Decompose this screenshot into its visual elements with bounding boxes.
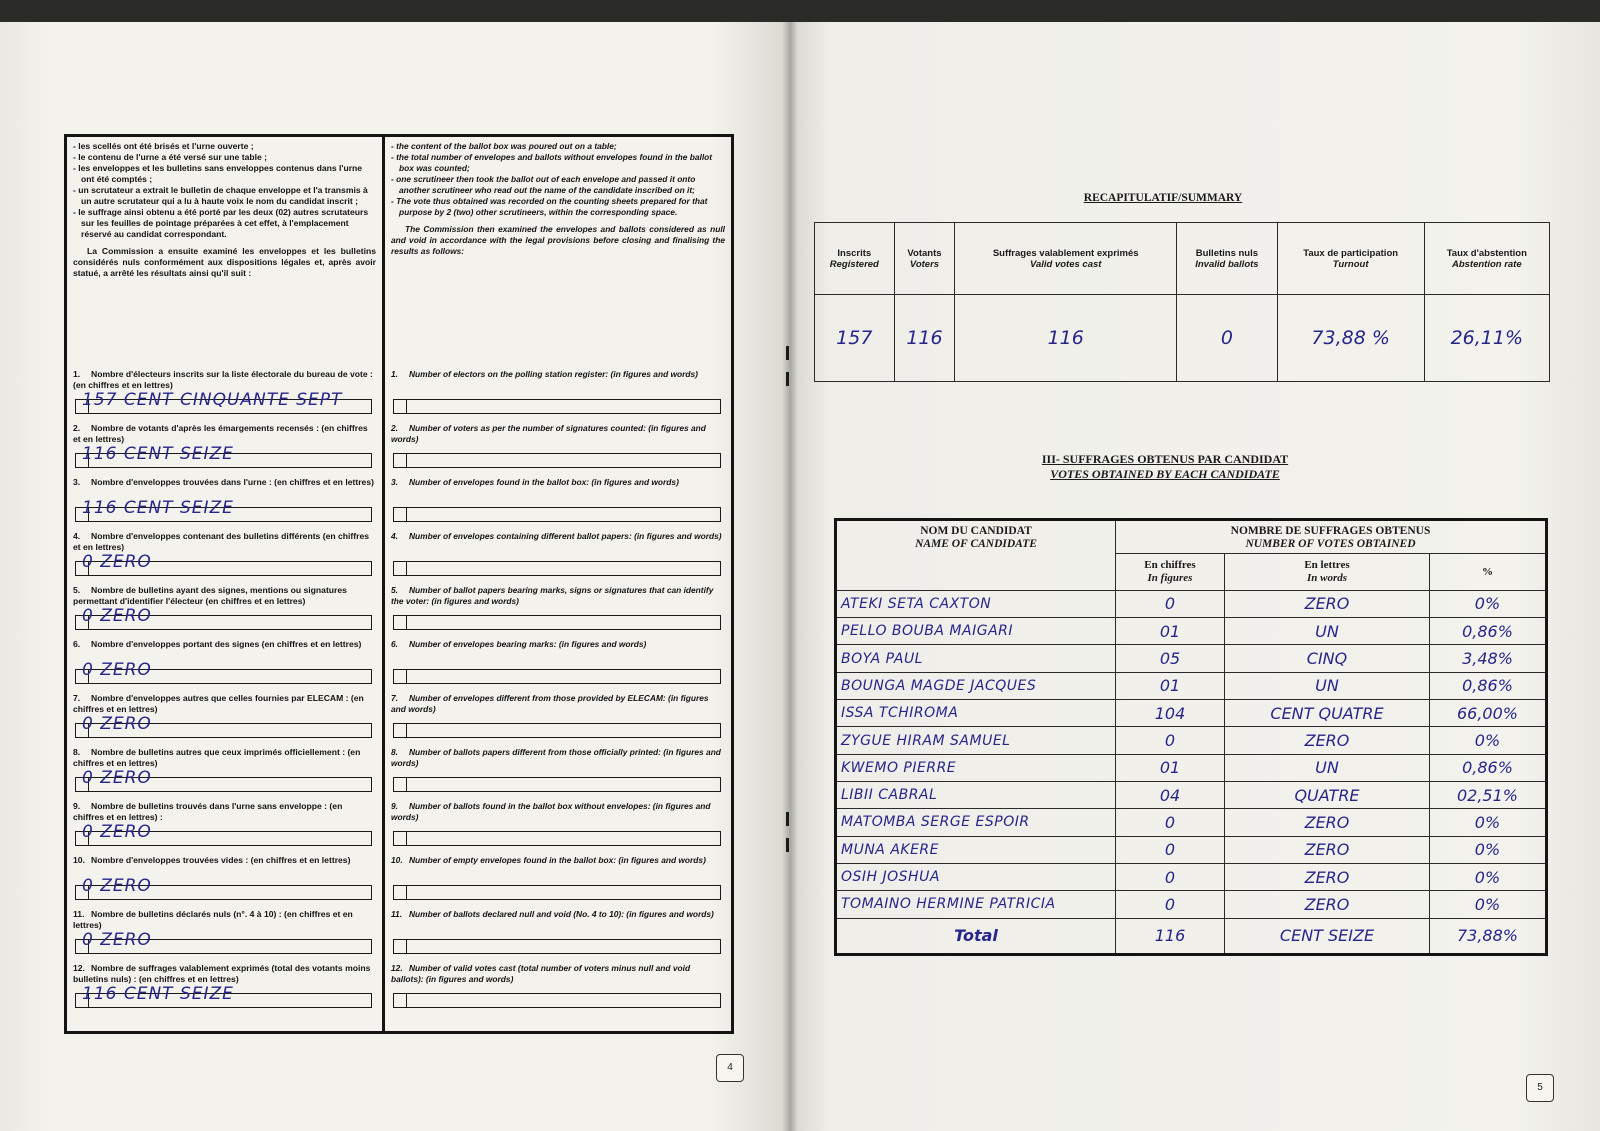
intro-bullet: - the total number of envelopes and ballots without envelopes found in the ballot box was counted; — [391, 152, 713, 173]
header-en: Voters — [909, 258, 940, 270]
header-fr: Bulletins nuls — [1195, 247, 1259, 259]
candidate-words: UN — [1225, 754, 1430, 781]
handwritten-answer: 116 CENT SEIZE — [82, 444, 234, 464]
candidate-figures: 0 — [1116, 809, 1225, 836]
summary-title: RECAPITULATIF/SUMMARY — [1083, 192, 1243, 204]
binding-mark — [786, 346, 789, 360]
handwritten-answer: 0 ZERO — [82, 606, 152, 626]
question-number: 6. — [391, 639, 398, 649]
question-text: Number of envelopes containing different ballot papers: (in figures and words) — [409, 531, 722, 541]
intro-bullet: - le suffrage ainsi obtenu a été porté par les deux (02) autres scrutateurs sur les feuilles de pointage préparées à cet effet, à l'emplacement réservé au candidat correspondant. — [73, 207, 369, 239]
question-text: Number of envelopes found in the ballot box: (in figures and words) — [409, 477, 679, 487]
question-number: 6. — [73, 639, 81, 649]
summary-header-turnout — [1277, 223, 1424, 295]
question-6-fr — [73, 639, 374, 650]
candidate-percent: 0% — [1430, 590, 1547, 617]
question-5-en — [391, 585, 723, 607]
candidate-row — [836, 672, 1547, 699]
candidate-row — [836, 809, 1547, 836]
candidate-percent: 0,86% — [1430, 672, 1547, 699]
candidate-words: QUATRE — [1225, 782, 1430, 809]
question-number: 2. — [391, 423, 398, 433]
header-en: In figures — [1147, 572, 1193, 585]
candidate-figures: 0 — [1116, 727, 1225, 754]
answer-box-divider — [406, 670, 407, 683]
candidate-words: ZERO — [1225, 727, 1430, 754]
candidate-row — [836, 645, 1547, 672]
total-figures: 116 — [1116, 918, 1225, 954]
candidate-row — [836, 836, 1547, 863]
header-fr: NOM DU CANDIDAT — [920, 525, 1032, 537]
summary-header-voters — [894, 223, 955, 295]
binding-mark — [786, 838, 789, 852]
candidate-name: OSIH JOSHUA — [836, 863, 1116, 890]
question-8-en — [391, 747, 723, 769]
handwritten-answer: 0 ZERO — [82, 714, 152, 734]
answer-box-divider — [406, 778, 407, 791]
candidate-percent: 0,86% — [1430, 618, 1547, 645]
votes-table — [834, 518, 1548, 956]
candidate-figures: 104 — [1116, 700, 1225, 727]
question-number: 8. — [73, 747, 81, 757]
candidate-name: KWEMO PIERRE — [836, 754, 1116, 781]
candidate-name-header — [836, 520, 1116, 591]
candidate-figures: 0 — [1116, 863, 1225, 890]
answer-box-divider — [406, 562, 407, 575]
candidate-name: MATOMBA SERGE ESPOIR — [836, 809, 1116, 836]
header-en: NUMBER OF VOTES OBTAINED — [1245, 538, 1416, 550]
candidate-percent: 0,86% — [1430, 754, 1547, 781]
question-10-fr — [73, 855, 374, 866]
question-text: Nombre de bulletins trouvés dans l'urne sans enveloppe : (en chiffres et en lettres) : — [73, 801, 343, 822]
candidate-words: ZERO — [1225, 590, 1430, 617]
answer-box[interactable] — [393, 615, 721, 630]
answer-box-divider — [406, 940, 407, 953]
answer-box[interactable] — [75, 714, 372, 738]
answer-box[interactable] — [75, 606, 372, 630]
handwritten-answer: 0 ZERO — [82, 768, 152, 788]
header-fr: NOMBRE DE SUFFRAGES OBTENUS — [1230, 525, 1431, 537]
header-en: In words — [1306, 572, 1348, 585]
handwritten-answer: 0 ZERO — [82, 930, 152, 950]
candidate-figures: 0 — [1116, 891, 1225, 918]
header-fr: En chiffres — [1144, 559, 1196, 572]
question-number: 12. — [73, 963, 85, 973]
candidate-figures: 0 — [1116, 590, 1225, 617]
candidate-percent: 0% — [1430, 891, 1547, 918]
header-fr: Inscrits — [837, 247, 872, 259]
answer-box-divider — [406, 832, 407, 845]
intro-list-fr — [73, 141, 376, 240]
answer-box-divider — [406, 994, 407, 1007]
answer-box[interactable] — [393, 993, 721, 1008]
answer-box[interactable] — [393, 561, 721, 576]
question-text: Nombre de bulletins autres que ceux imprimés officiellement : (en chiffres et en lettres) — [73, 747, 361, 768]
intro-bullet: - one scrutineer then took the ballot out of each envelope and passed it onto another scrutineer who read out the name of the candidate inscribed on it; — [391, 174, 696, 195]
candidate-row — [836, 618, 1547, 645]
question-number: 10. — [73, 855, 85, 865]
question-text: Number of envelopes different from those provided by ELECAM: (in figures and words) — [391, 693, 709, 714]
answer-box[interactable] — [393, 885, 721, 900]
question-text: Number of ballots papers different from those officially printed: (in figures and words) — [391, 747, 721, 768]
question-number: 9. — [391, 801, 398, 811]
candidate-percent: 3,48% — [1430, 645, 1547, 672]
question-6-en — [391, 639, 723, 650]
summary-value-invalid: 0 — [1177, 295, 1278, 382]
question-1-fr — [73, 369, 374, 391]
candidate-percent: 0% — [1430, 863, 1547, 890]
question-10-en — [391, 855, 723, 866]
votes-body — [836, 590, 1547, 918]
summary-value-turnout: 73,88 % — [1277, 295, 1424, 382]
answer-box[interactable] — [393, 669, 721, 684]
answer-box[interactable] — [393, 939, 721, 954]
total-row — [836, 918, 1547, 954]
page-number-right: 5 — [1526, 1074, 1554, 1102]
candidate-name: ISSA TCHIROMA — [836, 700, 1116, 727]
summary-value-valid-votes: 116 — [955, 295, 1177, 382]
candidate-figures: 01 — [1116, 618, 1225, 645]
question-text: Nombre d'enveloppes trouvées vides : (en chiffres et en lettres) — [91, 855, 351, 865]
question-text: Number of empty envelopes found in the ballot box: (in figures and words) — [409, 855, 706, 865]
candidate-percent: 66,00% — [1430, 700, 1547, 727]
answer-box[interactable] — [75, 660, 372, 684]
question-number: 11. — [391, 909, 403, 919]
question-7-fr — [73, 693, 374, 715]
question-number: 1. — [73, 369, 81, 379]
answer-box[interactable] — [393, 831, 721, 846]
answer-box[interactable] — [75, 498, 372, 522]
candidate-words: ZERO — [1225, 836, 1430, 863]
candidate-words: ZERO — [1225, 863, 1430, 890]
candidate-figures: 05 — [1116, 645, 1225, 672]
question-text: Number of electors on the polling station register: (in figures and words) — [409, 369, 698, 379]
question-number: 5. — [73, 585, 81, 595]
question-8-fr — [73, 747, 374, 769]
question-text: Nombre d'enveloppes contenant des bulletins différents (en chiffres et en lettres) — [73, 531, 370, 552]
votes-title-en: VOTES OBTAINED BY EACH CANDIDATE — [1050, 467, 1280, 481]
question-9-fr — [73, 801, 374, 823]
answer-box[interactable] — [393, 453, 721, 468]
answer-box[interactable] — [393, 777, 721, 792]
answer-box[interactable] — [75, 876, 372, 900]
handwritten-answer: 0 ZERO — [82, 552, 152, 572]
candidate-row — [836, 590, 1547, 617]
handwritten-answer: 0 ZERO — [82, 876, 152, 896]
answer-box[interactable] — [75, 822, 372, 846]
question-1-en — [391, 369, 723, 380]
votes-title-fr: III- SUFFRAGES OBTENUS PAR CANDIDAT — [1041, 452, 1289, 466]
figures-subheader — [1116, 554, 1225, 590]
header-fr: Taux d'abstention — [1446, 247, 1527, 259]
question-11-fr — [73, 909, 374, 931]
summary-header-abstention — [1424, 223, 1549, 295]
commission-paragraph-fr: La Commission a ensuite examiné les enveloppes et les bulletins considérés nuls conformément aux dispositions légales et, après avoir statué, a arrêté les résultats ainsi qu'il suit : — [73, 246, 376, 278]
question-9-en — [391, 801, 723, 823]
candidate-row — [836, 727, 1547, 754]
summary-header-registered — [815, 223, 895, 295]
question-text: Nombre d'enveloppes portant des signes (en chiffres et en lettres) — [91, 639, 362, 649]
question-number: 3. — [73, 477, 81, 487]
english-column — [385, 137, 731, 1031]
header-fr: En lettres — [1304, 559, 1350, 572]
question-3-en — [391, 477, 723, 488]
candidate-row — [836, 891, 1547, 918]
candidate-name: LIBII CABRAL — [836, 782, 1116, 809]
summary-table — [814, 222, 1550, 382]
count-form — [64, 134, 734, 1034]
candidate-name: ZYGUE HIRAM SAMUEL — [836, 727, 1116, 754]
question-number: 12. — [391, 963, 403, 973]
question-text: Nombre de bulletins ayant des signes, mentions ou signatures permettant d'identifier l'électeur (en chiffres et en lettres) — [73, 585, 347, 606]
handwritten-answer: 0 ZERO — [82, 660, 152, 680]
header-en: Turnout — [1332, 258, 1369, 270]
answer-box[interactable] — [75, 768, 372, 792]
intro-bullet: - le contenu de l'urne a été versé sur une table ; — [73, 152, 268, 162]
answer-box-divider — [406, 508, 407, 521]
answer-box[interactable] — [393, 723, 721, 738]
question-number: 4. — [391, 531, 398, 541]
handwritten-answer: 116 CENT SEIZE — [82, 984, 234, 1004]
header-fr: Votants — [907, 247, 942, 259]
header-en: Registered — [829, 258, 879, 270]
question-text: Number of ballots declared null and void (No. 4 to 10): (in figures and words) — [409, 909, 714, 919]
answer-box-divider — [406, 724, 407, 737]
candidate-words: UN — [1225, 618, 1430, 645]
intro-list-en — [391, 141, 725, 218]
candidate-figures: 0 — [1116, 836, 1225, 863]
question-text: Nombre de suffrages valablement exprimés (total des votants moins bulletins nuls) : (en chiffres et en lettres) — [73, 963, 371, 984]
header-en: Abstention rate — [1451, 258, 1522, 270]
header-fr: Taux de participation — [1303, 247, 1399, 259]
question-number: 8. — [391, 747, 398, 757]
question-text: Number of ballot papers bearing marks, signs or signatures that can identify the voter: (in figures and words) — [391, 585, 714, 606]
question-2-en — [391, 423, 723, 445]
candidate-words: CENT QUATRE — [1225, 700, 1430, 727]
candidate-figures: 01 — [1116, 754, 1225, 781]
intro-bullet: - les enveloppes et les bulletins sans enveloppes contenus dans l'urne ont été comptés ; — [73, 163, 363, 184]
answer-box[interactable] — [393, 399, 721, 414]
question-number: 10. — [391, 855, 403, 865]
question-text: Nombre de votants d'après les émargements recensés : (en chiffres et en lettres) — [73, 423, 368, 444]
question-number: 11. — [73, 909, 85, 919]
candidate-name: TOMAINO HERMINE PATRICIA — [836, 891, 1116, 918]
handwritten-answer: 0 ZERO — [82, 822, 152, 842]
candidate-percent: 02,51% — [1430, 782, 1547, 809]
french-column — [67, 137, 385, 1031]
candidate-name: ATEKI SETA CAXTON — [836, 590, 1116, 617]
words-subheader — [1225, 554, 1430, 590]
total-words: CENT SEIZE — [1225, 918, 1430, 954]
candidate-name: MUNA AKERE — [836, 836, 1116, 863]
candidate-percent: 0% — [1430, 836, 1547, 863]
header-fr: Suffrages valablement exprimés — [992, 247, 1139, 259]
votes-obtained-header — [1116, 520, 1547, 554]
question-text: Nombre d'électeurs inscrits sur la liste électorale du bureau de vote : (en chiffres et en lettres) — [73, 369, 373, 390]
percent-subheader: % — [1430, 554, 1547, 590]
candidate-percent: 0% — [1430, 809, 1547, 836]
summary-value-voters: 116 — [894, 295, 955, 382]
question-text: Nombre de bulletins déclarés nuls (n°. 4 à 10) : (en chiffres et en lettres) — [73, 909, 353, 930]
answer-box-divider — [406, 886, 407, 899]
candidate-row — [836, 754, 1547, 781]
candidate-row — [836, 863, 1547, 890]
question-number: 9. — [73, 801, 81, 811]
question-11-en — [391, 909, 723, 920]
question-4-en — [391, 531, 723, 542]
question-number: 7. — [73, 693, 81, 703]
answer-box[interactable] — [75, 930, 372, 954]
commission-paragraph-en: The Commission then examined the envelopes and ballots considered as null and void in accordance with the legal provisions before closing and finalising the results as follows: — [391, 224, 725, 256]
question-3-fr — [73, 477, 374, 488]
votes-section-title — [930, 452, 1400, 482]
answer-box[interactable] — [75, 390, 372, 414]
intro-bullet: - un scrutateur a extrait le bulletin de chaque enveloppe et l'a transmis à un autre scrutateur qui a lu à haute voix le nom du candidat inscrit ; — [73, 185, 368, 206]
question-12-en — [391, 963, 723, 985]
candidate-words: ZERO — [1225, 809, 1430, 836]
header-en: NAME OF CANDIDATE — [915, 538, 1037, 550]
handwritten-answer: 116 CENT SEIZE — [82, 498, 234, 518]
candidate-row — [836, 782, 1547, 809]
page-number-left: 4 — [716, 1054, 744, 1082]
intro-bullet: - The vote thus obtained was recorded on the counting sheets prepared for that purpose by 2 (two) other scrutineers, within the corresponding space. — [391, 196, 708, 217]
candidate-words: CINQ — [1225, 645, 1430, 672]
candidate-words: ZERO — [1225, 891, 1430, 918]
answer-box-divider — [406, 454, 407, 467]
answer-box-divider — [406, 400, 407, 413]
question-5-fr — [73, 585, 374, 607]
summary-header-invalid — [1177, 223, 1278, 295]
question-7-en — [391, 693, 723, 715]
candidate-row — [836, 700, 1547, 727]
binding-mark — [786, 372, 789, 386]
candidate-percent: 0% — [1430, 727, 1547, 754]
question-text: Nombre d'enveloppes autres que celles fournies par ELECAM : (en chiffres et en lettres) — [73, 693, 364, 714]
candidate-figures: 01 — [1116, 672, 1225, 699]
summary-value-abstention: 26,11% — [1424, 295, 1549, 382]
candidate-words: UN — [1225, 672, 1430, 699]
question-4-fr — [73, 531, 374, 553]
question-text: Number of envelopes bearing marks: (in figures and words) — [409, 639, 647, 649]
question-text: Nombre d'enveloppes trouvées dans l'urne : (en chiffres et en lettres) — [91, 477, 374, 487]
answer-box[interactable] — [393, 507, 721, 522]
question-text: Number of voters as per the number of signatures counted: (in figures and words) — [391, 423, 706, 444]
handwritten-answer: 157 CENT CINQUANTE SEPT — [82, 390, 343, 410]
candidate-name: BOYA PAUL — [836, 645, 1116, 672]
book-spine — [782, 22, 798, 1131]
question-2-fr — [73, 423, 374, 445]
summary-value-row — [815, 295, 1550, 382]
answer-box-divider — [406, 616, 407, 629]
question-12-fr — [73, 963, 374, 985]
candidate-figures: 04 — [1116, 782, 1225, 809]
header-en: Invalid ballots — [1195, 258, 1259, 270]
question-number: 4. — [73, 531, 81, 541]
votes-header-row — [836, 520, 1547, 554]
question-text: Number of valid votes cast (total number of voters minus null and void ballots): (in figures and words) — [391, 963, 691, 984]
intro-bullet: - the content of the ballot box was poured out on a table; — [391, 141, 617, 151]
summary-header-valid-votes — [955, 223, 1177, 295]
question-number: 7. — [391, 693, 398, 703]
intro-bullet: - les scellés ont été brisés et l'urne ouverte ; — [73, 141, 254, 151]
candidate-name: BOUNGA MAGDE JACQUES — [836, 672, 1116, 699]
question-number: 5. — [391, 585, 398, 595]
question-text: Number of ballots found in the ballot box without envelopes: (in figures and words) — [391, 801, 711, 822]
answer-box[interactable] — [75, 444, 372, 468]
answer-box[interactable] — [75, 552, 372, 576]
answer-box[interactable] — [75, 984, 372, 1008]
candidate-name: PELLO BOUBA MAIGARI — [836, 618, 1116, 645]
binding-mark — [786, 812, 789, 826]
question-number: 1. — [391, 369, 398, 379]
header-en: Valid votes cast — [1029, 258, 1102, 270]
question-number: 3. — [391, 477, 398, 487]
total-label: Total — [836, 918, 1116, 954]
summary-value-registered: 157 — [815, 295, 895, 382]
summary-header-row — [815, 223, 1550, 295]
question-number: 2. — [73, 423, 81, 433]
total-percent: 73,88% — [1430, 918, 1547, 954]
